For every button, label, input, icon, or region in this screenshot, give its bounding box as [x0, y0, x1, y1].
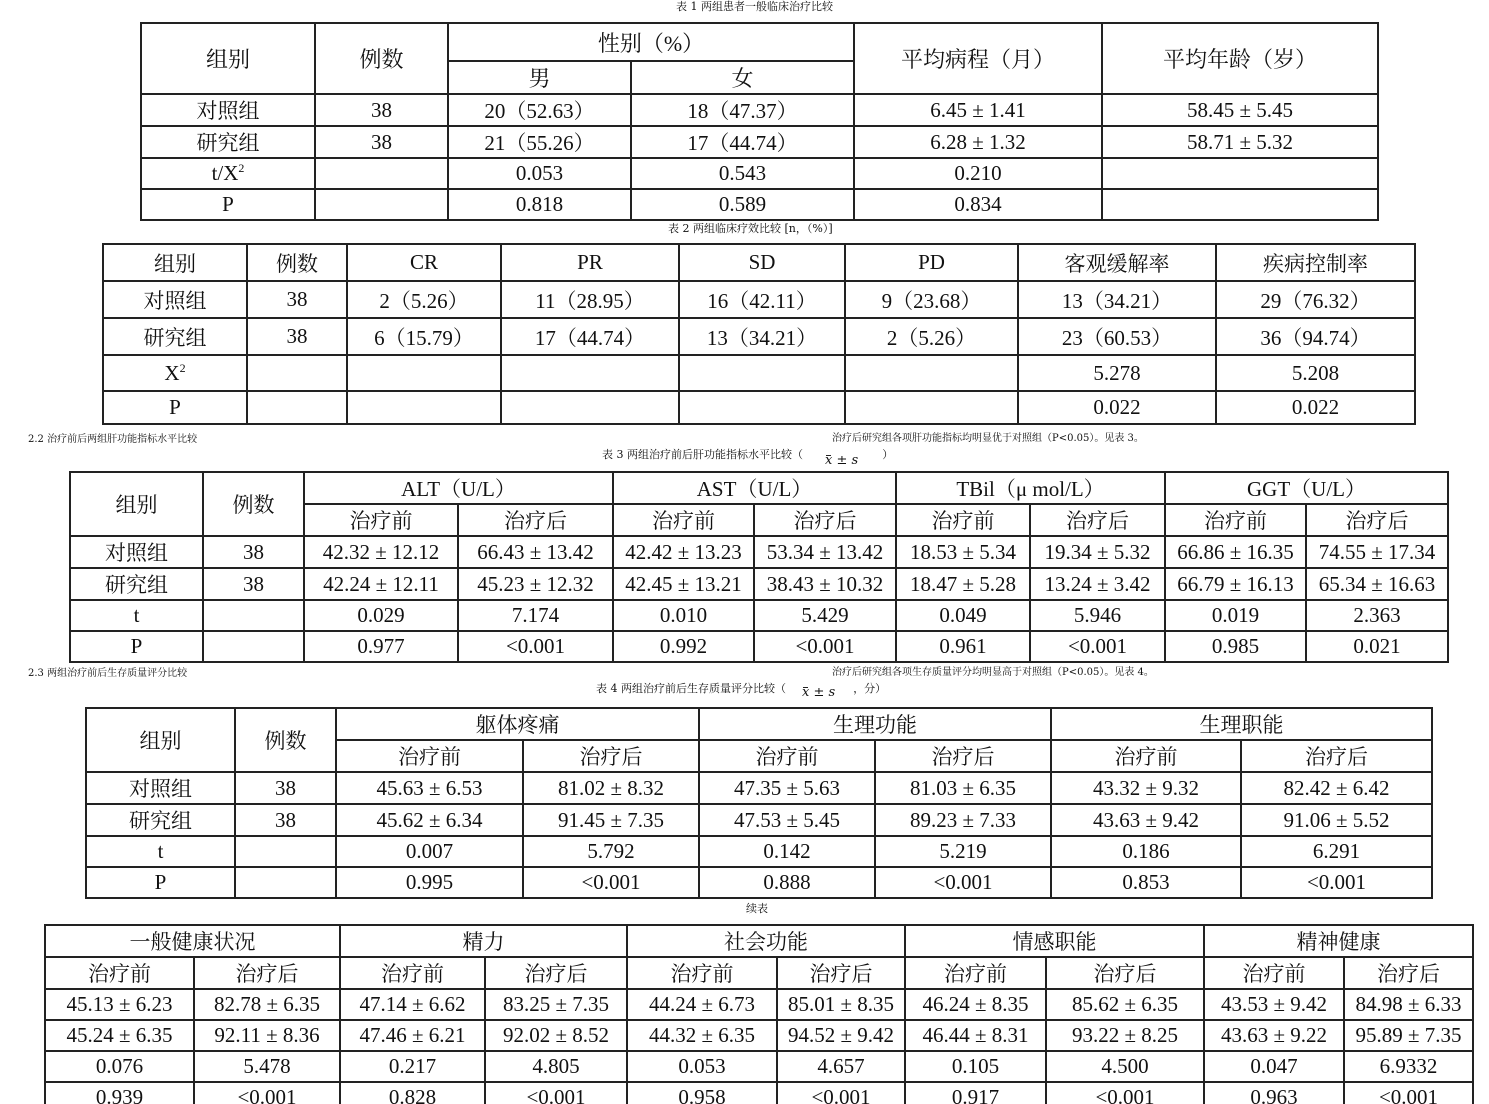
table-row: [103, 391, 1415, 424]
table-cell: 19.34 ± 5.32: [1030, 536, 1165, 568]
table-cell: <0.001: [1046, 1082, 1204, 1104]
table-cell: 5.208: [1216, 355, 1415, 391]
section-2-3-heading: 2.3 两组治疗前后生存质量评分比较: [28, 668, 188, 679]
table-cell: 0.029: [304, 600, 458, 631]
table-cell: 0.186: [1051, 836, 1241, 867]
table-cell: 0.958: [627, 1082, 777, 1104]
t4-header-count: 例数: [235, 708, 336, 772]
table-cell: 85.62 ± 6.35: [1046, 989, 1204, 1020]
table-cell: 0.049: [896, 600, 1030, 631]
t1-header-duration: 平均病程（月）: [854, 23, 1102, 94]
table-cell: <0.001: [458, 631, 613, 662]
table-cell: 0.022: [1216, 391, 1415, 424]
table-cell: [679, 355, 845, 391]
t3-header-after: 治疗后: [458, 504, 613, 536]
t2-header-pr: PR: [501, 244, 679, 281]
table-cell: 6.45 ± 1.41: [854, 94, 1102, 126]
table-row: [103, 281, 1415, 318]
table-cell: 0.963: [1204, 1082, 1344, 1104]
table3-caption: [602, 448, 894, 468]
t1-header-female: 女: [631, 61, 854, 94]
sd-symbol: ± s: [813, 685, 836, 700]
table-cell: 2.363: [1306, 600, 1448, 631]
t5-header-before: 治疗前: [45, 957, 194, 989]
table-cell: 47.14 ± 6.62: [340, 989, 485, 1020]
table-cell: 5.478: [194, 1051, 340, 1082]
t5-header-before: 治疗前: [340, 957, 485, 989]
table-cell: <0.001: [875, 867, 1051, 898]
table-cell: 0.022: [1018, 391, 1216, 424]
table-cell: 42.45 ± 13.21: [613, 568, 754, 600]
table-cell: 38: [247, 318, 347, 355]
t4-header-after: 治疗后: [875, 740, 1051, 772]
table-cell: 6.28 ± 1.32: [854, 126, 1102, 158]
table-cell: 0.053: [627, 1051, 777, 1082]
table-cell: 0.995: [336, 867, 523, 898]
table-cell: 38: [235, 772, 336, 804]
table4-caption-close: ，分）: [853, 682, 887, 695]
table-cell: [679, 391, 845, 424]
table-cell: 53.34 ± 13.42: [754, 536, 896, 568]
table-cell: 91.45 ± 7.35: [523, 804, 699, 836]
table-cell: [315, 158, 448, 189]
t3-header-alt: ALT（U/L）: [304, 472, 613, 504]
table-cell: 5.792: [523, 836, 699, 867]
table-cell: 4.500: [1046, 1051, 1204, 1082]
table-cell: 29（76.32）: [1216, 281, 1415, 318]
t5-header-social-function: 社会功能: [627, 925, 905, 957]
table-cell: 43.53 ± 9.42: [1204, 989, 1344, 1020]
table-row: [86, 804, 1432, 836]
table-cell: 46.24 ± 8.35: [905, 989, 1046, 1020]
t1-header-count: 例数: [315, 23, 448, 94]
table-cell: 5.219: [875, 836, 1051, 867]
table-row: [70, 631, 1448, 662]
table-cell: 18（47.37）: [631, 94, 854, 126]
table-cell: <0.001: [754, 631, 896, 662]
t5-header-role-emotional: 情感职能: [905, 925, 1204, 957]
table-cell: 94.52 ± 9.42: [777, 1020, 905, 1051]
table-cell: 0.105: [905, 1051, 1046, 1082]
t3-header-before: 治疗前: [304, 504, 458, 536]
table-cell: 对照组: [103, 281, 247, 318]
table-cell: 93.22 ± 8.25: [1046, 1020, 1204, 1051]
table-cell: 2（5.26）: [347, 281, 501, 318]
table-cell: 6.9332: [1344, 1051, 1473, 1082]
table-cell: 18.53 ± 5.34: [896, 536, 1030, 568]
t5-header-after: 治疗后: [1046, 957, 1204, 989]
table-cell: 43.63 ± 9.22: [1204, 1020, 1344, 1051]
table-cell: 66.86 ± 16.35: [1165, 536, 1306, 568]
table-cell: [235, 836, 336, 867]
t4-header-after: 治疗后: [1241, 740, 1432, 772]
section-2-2-note: 治疗后研究组各项肝功能指标均明显优于对照组（P<0.05）。见表 3。: [832, 433, 1144, 444]
t2-header-sd: SD: [679, 244, 845, 281]
table-cell: 7.174: [458, 600, 613, 631]
table-cell: 45.23 ± 12.32: [458, 568, 613, 600]
table-cell: 85.01 ± 8.35: [777, 989, 905, 1020]
table-cell: 5.278: [1018, 355, 1216, 391]
table-row: [86, 836, 1432, 867]
t2-header-dcr: 疾病控制率: [1216, 244, 1415, 281]
table-cell: 0.917: [905, 1082, 1046, 1104]
table-cell: 74.55 ± 17.34: [1306, 536, 1448, 568]
t4-header-before: 治疗前: [336, 740, 523, 772]
table-cell: 42.32 ± 12.12: [304, 536, 458, 568]
table-cell: 17（44.74）: [501, 318, 679, 355]
table-cell: 0.888: [699, 867, 875, 898]
t3-header-before: 治疗前: [896, 504, 1030, 536]
t3-header-count: 例数: [203, 472, 304, 536]
table-cell: 5.429: [754, 600, 896, 631]
t4-header-after: 治疗后: [523, 740, 699, 772]
table-cell: 46.44 ± 8.31: [905, 1020, 1046, 1051]
table4-caption-text: 表 4 两组治疗前后生存质量评分比较（: [596, 682, 786, 695]
table3: [69, 471, 1449, 663]
section-2-3-note: 治疗后研究组各项生存质量评分均明显高于对照组（P<0.05）。见表 4。: [832, 667, 1154, 678]
t5-header-before: 治疗前: [1204, 957, 1344, 989]
table-cell: <0.001: [523, 867, 699, 898]
table-cell: 82.78 ± 6.35: [194, 989, 340, 1020]
table-cell: 82.42 ± 6.42: [1241, 772, 1432, 804]
table-cell: 对照组: [86, 772, 235, 804]
t3-header-before: 治疗前: [1165, 504, 1306, 536]
table-cell: <0.001: [1241, 867, 1432, 898]
table-cell: 0.543: [631, 158, 854, 189]
table-row: [141, 158, 1378, 189]
table-cell: 0.828: [340, 1082, 485, 1104]
table-cell: 92.11 ± 8.36: [194, 1020, 340, 1051]
table-cell: 36（94.74）: [1216, 318, 1415, 355]
table-cell: 38: [315, 126, 448, 158]
t3-header-ggt: GGT（U/L）: [1165, 472, 1448, 504]
table-header-row: [103, 244, 1415, 281]
table-cell: 0.589: [631, 189, 854, 220]
table-cell: 92.02 ± 8.52: [485, 1020, 627, 1051]
stat-label: X: [164, 360, 180, 385]
table-row: [45, 1051, 1473, 1082]
t2-header-count: 例数: [247, 244, 347, 281]
mean-symbol: x: [802, 685, 810, 700]
table-cell: 38: [315, 94, 448, 126]
table4-continued: [44, 924, 1474, 1104]
table-cell: 66.79 ± 16.13: [1165, 568, 1306, 600]
t3-header-tbil: TBil（μ mol/L）: [896, 472, 1165, 504]
table-cell: 研究组: [70, 568, 203, 600]
table4: [85, 707, 1433, 899]
table-cell: 对照组: [141, 94, 315, 126]
table-cell: 83.25 ± 7.35: [485, 989, 627, 1020]
table-cell: t: [70, 600, 203, 631]
t2-header-pd: PD: [845, 244, 1018, 281]
table-cell: [845, 355, 1018, 391]
t1-header-age: 平均年龄（岁）: [1102, 23, 1378, 94]
table-cell: 研究组: [86, 804, 235, 836]
table-cell: 0.007: [336, 836, 523, 867]
table-cell: [1102, 189, 1378, 220]
table2: [102, 243, 1416, 425]
t3-header-after: 治疗后: [1030, 504, 1165, 536]
table-cell: [347, 391, 501, 424]
table-cell: 47.53 ± 5.45: [699, 804, 875, 836]
table-row: [103, 355, 1415, 391]
table-cell: 44.24 ± 6.73: [627, 989, 777, 1020]
table-cell: 42.42 ± 13.23: [613, 536, 754, 568]
table-cell: 0.818: [448, 189, 631, 220]
table-row: [45, 1082, 1473, 1104]
table-cell: 21（55.26）: [448, 126, 631, 158]
table-cell: <0.001: [1344, 1082, 1473, 1104]
table-cell: 20（52.63）: [448, 94, 631, 126]
table-row: [70, 600, 1448, 631]
t5-header-mental-health: 精神健康: [1204, 925, 1473, 957]
mean-symbol: x: [825, 453, 833, 468]
table-cell: [203, 631, 304, 662]
t3-header-after: 治疗后: [1306, 504, 1448, 536]
t3-header-after: 治疗后: [754, 504, 896, 536]
table-cell: 研究组: [103, 318, 247, 355]
table-cell: <0.001: [194, 1082, 340, 1104]
table-cell: 43.63 ± 9.42: [1051, 804, 1241, 836]
table-cell: 18.47 ± 5.28: [896, 568, 1030, 600]
t5-header-after: 治疗后: [777, 957, 905, 989]
table-cell: 81.03 ± 6.35: [875, 772, 1051, 804]
table-cell: 0.217: [340, 1051, 485, 1082]
sd-symbol: ± s: [836, 453, 859, 468]
table-cell: 45.24 ± 6.35: [45, 1020, 194, 1051]
table-cell: P: [103, 391, 247, 424]
t1-header-male: 男: [448, 61, 631, 94]
table-cell: [1102, 158, 1378, 189]
table-cell: <0.001: [1030, 631, 1165, 662]
table-row: [141, 94, 1378, 126]
table-cell: 23（60.53）: [1018, 318, 1216, 355]
table1: [140, 22, 1379, 221]
table-cell: 0.961: [896, 631, 1030, 662]
t3-header-group: 组别: [70, 472, 203, 536]
table-cell: 0.019: [1165, 600, 1306, 631]
table-cell: 0.010: [613, 600, 754, 631]
table-cell: <0.001: [485, 1082, 627, 1104]
table-cell: [235, 867, 336, 898]
table-cell: 0.210: [854, 158, 1102, 189]
table-cell: [247, 355, 347, 391]
table-cell: t: [86, 836, 235, 867]
table-cell: 研究组: [141, 126, 315, 158]
table-cell: 45.63 ± 6.53: [336, 772, 523, 804]
table-cell: P: [141, 189, 315, 220]
table-cell: 0.992: [613, 631, 754, 662]
table-cell: 13.24 ± 3.42: [1030, 568, 1165, 600]
t4-header-role-physical: 生理职能: [1051, 708, 1432, 740]
table-row: [86, 772, 1432, 804]
table-row: [45, 989, 1473, 1020]
table-cell: 0.076: [45, 1051, 194, 1082]
table-row: [141, 126, 1378, 158]
t2-header-orr: 客观缓解率: [1018, 244, 1216, 281]
t5-header-after: 治疗后: [485, 957, 627, 989]
table3-caption-text: 表 3 两组治疗前后肝功能指标水平比较（: [602, 448, 803, 461]
table-cell: [103, 355, 247, 391]
t3-header-ast: AST（U/L）: [613, 472, 896, 504]
table-cell: 47.46 ± 6.21: [340, 1020, 485, 1051]
t5-header-vitality: 精力: [340, 925, 627, 957]
table-cell: 16（42.11）: [679, 281, 845, 318]
table-cell: 0.985: [1165, 631, 1306, 662]
table-cell: 89.23 ± 7.33: [875, 804, 1051, 836]
table-cell: [203, 600, 304, 631]
table-row: [70, 536, 1448, 568]
table-cell: 66.43 ± 13.42: [458, 536, 613, 568]
t5-header-before: 治疗前: [627, 957, 777, 989]
table-cell: 95.89 ± 7.35: [1344, 1020, 1473, 1051]
table-cell: 38: [235, 804, 336, 836]
table2-caption: 表 2 两组临床疗效比较 [n，（%）]: [668, 222, 833, 235]
table3-caption-close: ）: [882, 448, 894, 461]
t1-header-group: 组别: [141, 23, 315, 94]
table-cell: 0.977: [304, 631, 458, 662]
table-row: [103, 318, 1415, 355]
table-cell: 58.45 ± 5.45: [1102, 94, 1378, 126]
table-cell: 65.34 ± 16.63: [1306, 568, 1448, 600]
table-row: [45, 1020, 1473, 1051]
table-cell: [501, 355, 679, 391]
table-cell: 11（28.95）: [501, 281, 679, 318]
table-cell: 84.98 ± 6.33: [1344, 989, 1473, 1020]
table-cell: [347, 355, 501, 391]
t4-header-before: 治疗前: [699, 740, 875, 772]
table-cell: 42.24 ± 12.11: [304, 568, 458, 600]
t5-header-after: 治疗后: [194, 957, 340, 989]
table-cell: 0.939: [45, 1082, 194, 1104]
t4-header-group: 组别: [86, 708, 235, 772]
table1-caption: 表 1 两组患者一般临床治疗比较: [676, 0, 833, 13]
table-cell: [141, 158, 315, 189]
table-cell: 0.142: [699, 836, 875, 867]
table-cell: 38: [247, 281, 347, 318]
table-cell: 38.43 ± 10.32: [754, 568, 896, 600]
superscript: 2: [238, 161, 245, 175]
table-row: [70, 568, 1448, 600]
table-cell: 4.805: [485, 1051, 627, 1082]
t1-header-gender: 性别（%）: [448, 23, 854, 61]
table-cell: 91.06 ± 5.52: [1241, 804, 1432, 836]
table-row: [86, 867, 1432, 898]
table-cell: 0.853: [1051, 867, 1241, 898]
t4-header-physical-function: 生理功能: [699, 708, 1051, 740]
table-cell: 9（23.68）: [845, 281, 1018, 318]
t2-header-group: 组别: [103, 244, 247, 281]
t5-header-after: 治疗后: [1344, 957, 1473, 989]
table-cell: 对照组: [70, 536, 203, 568]
table-cell: P: [70, 631, 203, 662]
table-cell: 38: [203, 536, 304, 568]
section-2-2-heading: 2.2 治疗前后两组肝功能指标水平比较: [28, 434, 198, 445]
table-cell: 0.047: [1204, 1051, 1344, 1082]
table-cell: 45.62 ± 6.34: [336, 804, 523, 836]
table-cell: [247, 391, 347, 424]
table-cell: 0.021: [1306, 631, 1448, 662]
table-cell: 38: [203, 568, 304, 600]
table-cell: 5.946: [1030, 600, 1165, 631]
table-cell: [315, 189, 448, 220]
table-cell: 0.834: [854, 189, 1102, 220]
t5-header-general-health: 一般健康状况: [45, 925, 340, 957]
table-cell: [501, 391, 679, 424]
table-cell: 6（15.79）: [347, 318, 501, 355]
table-cell: 0.053: [448, 158, 631, 189]
table-cell: 58.71 ± 5.32: [1102, 126, 1378, 158]
t4-header-bodily-pain: 躯体疼痛: [336, 708, 699, 740]
table-cell: <0.001: [777, 1082, 905, 1104]
table-cell: 44.32 ± 6.35: [627, 1020, 777, 1051]
table-cell: 4.657: [777, 1051, 905, 1082]
continued-table-caption: 续表: [746, 902, 768, 915]
table-cell: 13（34.21）: [1018, 281, 1216, 318]
t5-header-before: 治疗前: [905, 957, 1046, 989]
table-cell: [845, 391, 1018, 424]
t2-header-cr: CR: [347, 244, 501, 281]
table-cell: 13（34.21）: [679, 318, 845, 355]
table-cell: 2（5.26）: [845, 318, 1018, 355]
table-cell: P: [86, 867, 235, 898]
stat-label: t/X: [211, 161, 239, 185]
table-cell: 43.32 ± 9.32: [1051, 772, 1241, 804]
table-cell: 45.13 ± 6.23: [45, 989, 194, 1020]
table-cell: 47.35 ± 5.63: [699, 772, 875, 804]
table-cell: 17（44.74）: [631, 126, 854, 158]
table-cell: 81.02 ± 8.32: [523, 772, 699, 804]
table4-caption: [596, 682, 887, 700]
t4-header-before: 治疗前: [1051, 740, 1241, 772]
superscript: 2: [179, 360, 186, 375]
t3-header-before: 治疗前: [613, 504, 754, 536]
table-row: [141, 189, 1378, 220]
table-cell: 6.291: [1241, 836, 1432, 867]
